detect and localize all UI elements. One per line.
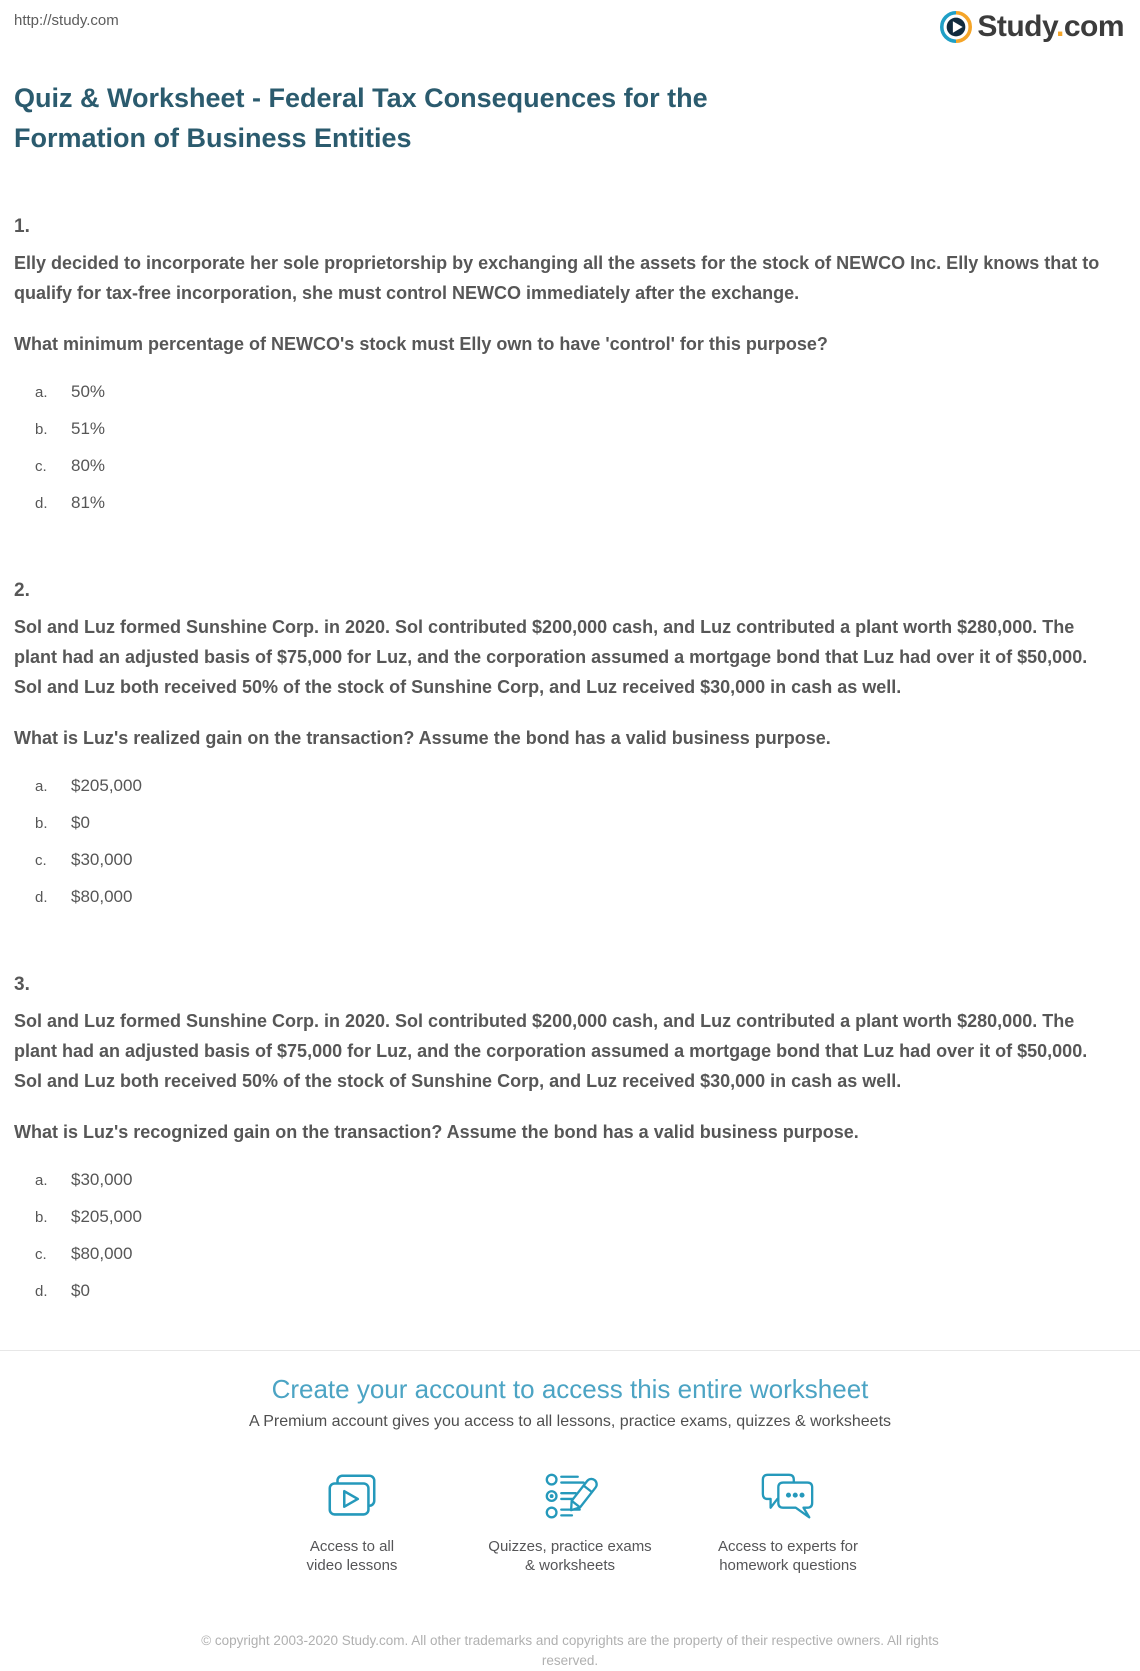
- option-text: $0: [71, 1281, 90, 1300]
- option-a: [14, 768, 1126, 805]
- option-letter: b.: [35, 1209, 48, 1226]
- option-c: [14, 1236, 1126, 1273]
- question-1-text: What minimum percentage of NEWCO's stock must Elly own to have 'control' for this purpose?: [14, 334, 828, 354]
- question-1-number: 1.: [14, 216, 30, 237]
- option-text: $0: [71, 813, 90, 832]
- option-letter: b.: [35, 421, 48, 438]
- video-lessons-icon: [243, 1467, 461, 1529]
- option-letter: a.: [35, 778, 48, 795]
- quiz-body: [14, 216, 1126, 1310]
- option-letter: b.: [35, 815, 48, 832]
- experts-chat-icon: [679, 1467, 897, 1529]
- feature-list: [0, 1467, 1140, 1575]
- page-title-line1: Quiz & Worksheet - Federal Tax Consequences for the: [14, 83, 708, 113]
- option-d: [14, 485, 1126, 522]
- studycom-logo-text: Study.com: [977, 10, 1124, 43]
- option-letter: c.: [35, 852, 47, 869]
- studycom-play-icon: [940, 11, 972, 43]
- option-text: $80,000: [71, 887, 133, 906]
- option-text: 51%: [71, 419, 106, 438]
- studycom-logo[interactable]: [940, 10, 1124, 44]
- option-text: $30,000: [71, 1170, 133, 1189]
- feature-label: Quizzes, practice exams & worksheets: [488, 1538, 652, 1574]
- quizzes-worksheets-icon: [461, 1467, 679, 1529]
- question-3-text: What is Luz's recognized gain on the transaction? Assume the bond has a valid business purpose.: [14, 1122, 859, 1142]
- option-b: [14, 805, 1126, 842]
- page-footer: [200, 1631, 940, 1671]
- option-a: [14, 374, 1126, 411]
- question-2-text: What is Luz's realized gain on the transaction? Assume the bond has a valid business purpose.: [14, 728, 831, 748]
- question-3-prompt: Sol and Luz formed Sunshine Corp. in 2020. Sol contributed $200,000 cash, and Luz contributed a plant worth $280,000. The plant had an adjusted basis of $75,000 for Luz, and the corporation assumed a mortgage bond that Luz had over it of $50,000. Sol and Luz both received 50% of the stock of Sunshine Corp, and Luz received $30,000 in cash as well.: [14, 1011, 1088, 1091]
- feature-quizzes-worksheets: [461, 1467, 679, 1575]
- feature-label: Access to all video lessons: [306, 1538, 398, 1574]
- copyright-text: © copyright 2003-2020 Study.com. All other trademarks and copyrights are the property of their respective owners. All rights reserved.: [201, 1633, 939, 1668]
- cta-section: [0, 1350, 1140, 1575]
- option-a: [14, 1162, 1126, 1199]
- option-d: [14, 1273, 1126, 1310]
- question-2-number: 2.: [14, 580, 30, 601]
- option-text: 50%: [71, 382, 106, 401]
- source-url: http://study.com: [14, 12, 119, 29]
- option-c: [14, 842, 1126, 879]
- option-text: $80,000: [71, 1244, 133, 1263]
- question-3: [14, 974, 1126, 1310]
- option-letter: c.: [35, 458, 47, 475]
- option-text: $205,000: [71, 1207, 142, 1226]
- page-title: [14, 78, 1126, 158]
- question-1: [14, 216, 1126, 522]
- feature-label: Access to experts for homework questions: [717, 1538, 859, 1574]
- question-1-options: [14, 374, 1126, 522]
- option-letter: d.: [35, 1283, 48, 1300]
- option-letter: d.: [35, 495, 48, 512]
- option-letter: d.: [35, 889, 48, 906]
- option-d: [14, 879, 1126, 916]
- create-account-link[interactable]: Create your account to access this entire worksheet: [271, 1374, 869, 1404]
- premium-subheading: A Premium account gives you access to all lessons, practice exams, quizzes & worksheets: [248, 1413, 892, 1430]
- question-2-prompt: Sol and Luz formed Sunshine Corp. in 2020. Sol contributed $200,000 cash, and Luz contributed a plant worth $280,000. The plant had an adjusted basis of $75,000 for Luz, and the corporation assumed a mortgage bond that Luz had over it of $50,000. Sol and Luz both received 50% of the stock of Sunshine Corp, and Luz received $30,000 in cash as well.: [14, 617, 1088, 697]
- option-b: [14, 411, 1126, 448]
- option-letter: a.: [35, 1172, 48, 1189]
- feature-homework-experts: [679, 1467, 897, 1575]
- question-2-options: [14, 768, 1126, 916]
- page-title-line2: Formation of Business Entities: [14, 123, 412, 153]
- option-c: [14, 448, 1126, 485]
- question-3-options: [14, 1162, 1126, 1310]
- question-3-number: 3.: [14, 974, 30, 995]
- option-text: 80%: [71, 456, 106, 475]
- page-header: [0, 0, 1140, 52]
- option-text: $30,000: [71, 850, 133, 869]
- option-letter: a.: [35, 384, 48, 401]
- option-text: $205,000: [71, 776, 142, 795]
- option-letter: c.: [35, 1246, 47, 1263]
- question-1-prompt: Elly decided to incorporate her sole proprietorship by exchanging all the assets for the stock of NEWCO Inc. Elly knows that to qualify for tax-free incorporation, she must control NEWCO immediately after the exchange.: [14, 253, 1100, 303]
- option-b: [14, 1199, 1126, 1236]
- option-text: 81%: [71, 493, 106, 512]
- feature-video-lessons: [243, 1467, 461, 1575]
- question-2: [14, 580, 1126, 916]
